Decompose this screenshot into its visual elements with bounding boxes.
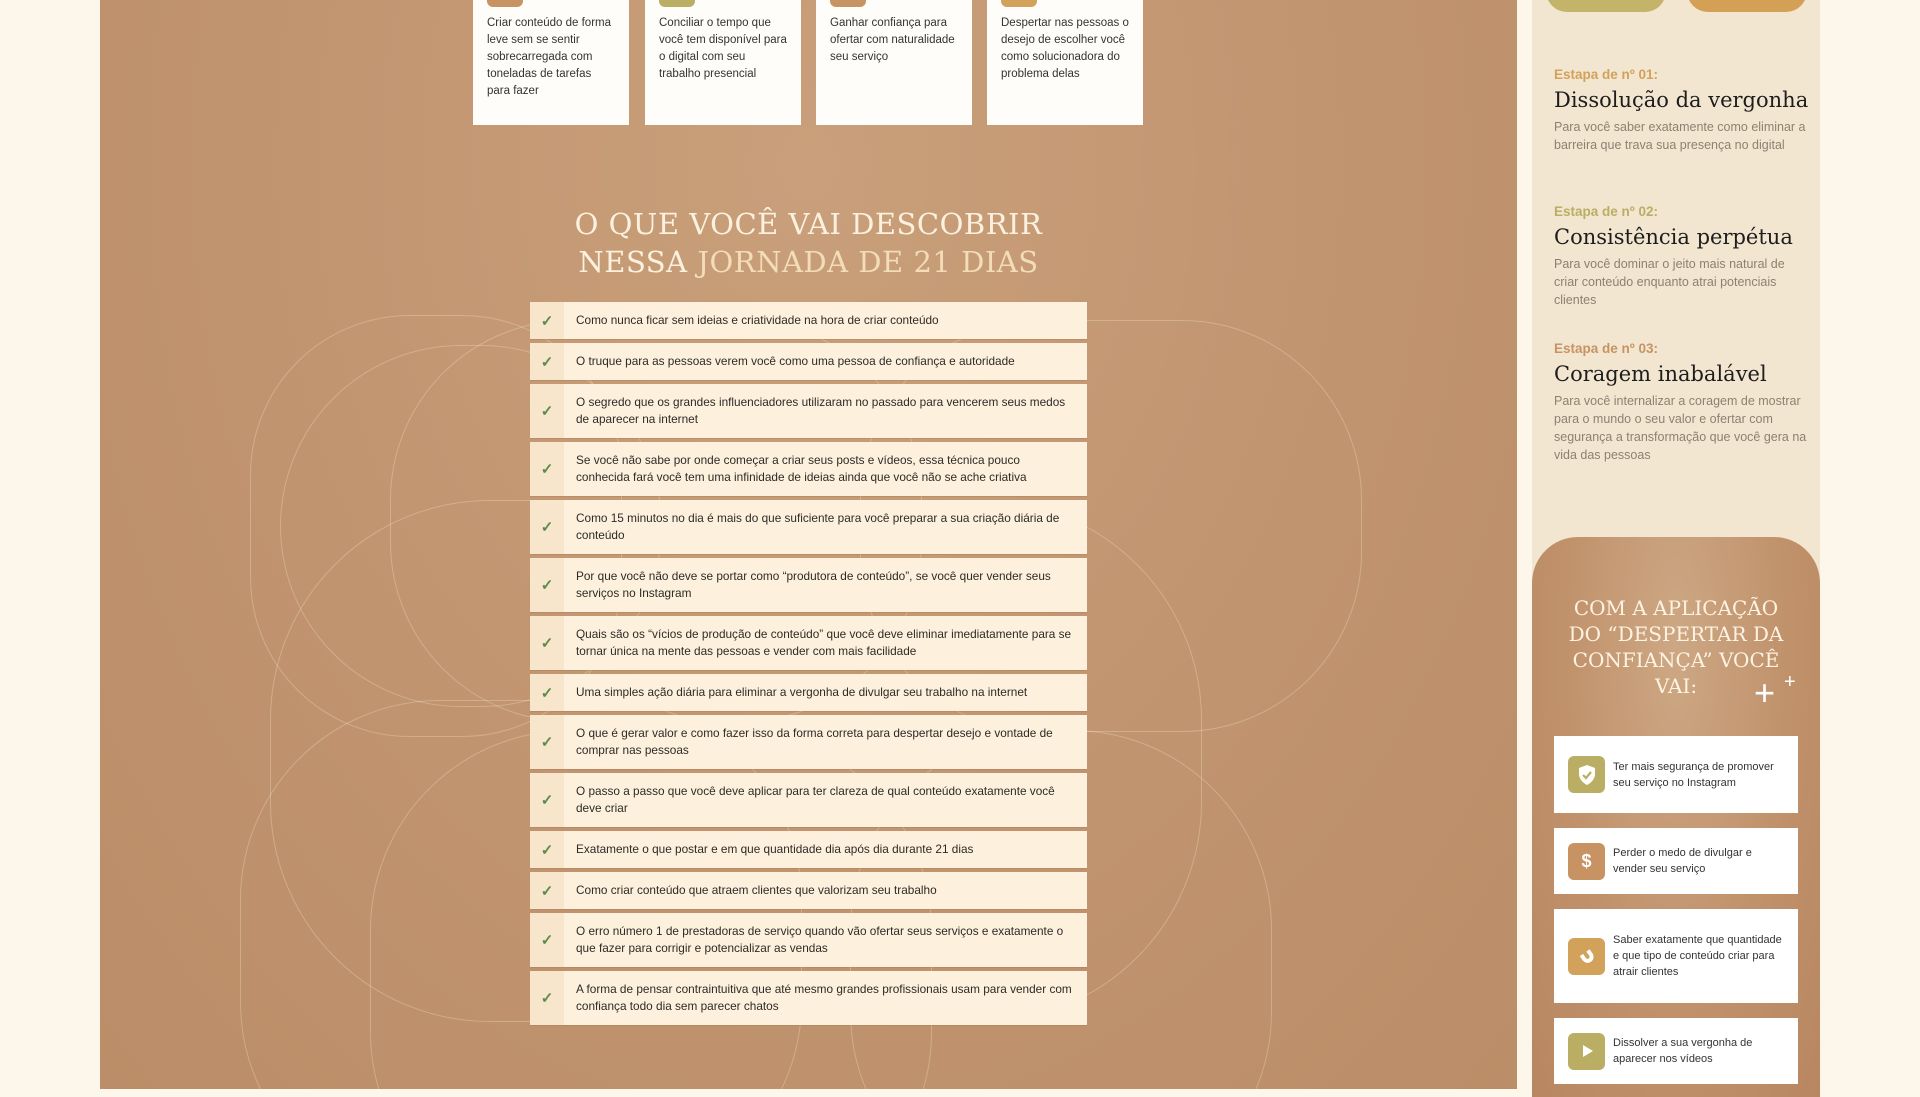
card-text: Criar conteúdo de forma leve sem se sentir sobrecarregada com toneladas de tarefas para fazer bbox=[487, 17, 612, 97]
list-item-text: Como 15 minutos no dia é mais do que suficiente para você preparar a sua criação diária de conteúdo bbox=[576, 511, 1060, 542]
check-icon: ✓ bbox=[530, 343, 564, 380]
list-item bbox=[530, 715, 1087, 769]
dollar-icon: $ bbox=[1568, 843, 1605, 880]
headline-line-1: O QUE VOCÊ VAI DESCOBRIR bbox=[574, 207, 1043, 241]
stage-2 bbox=[1554, 204, 1809, 309]
list-item-text: O erro número 1 de prestadoras de serviço quando vão ofertar seus serviços e exatamente o que fazer para corrigir e potencializar as vendas bbox=[576, 924, 1064, 955]
list-item bbox=[530, 913, 1087, 967]
sparkle-icon: + bbox=[1754, 672, 1776, 713]
feature-card-1 bbox=[473, 0, 629, 125]
benefit-card-1 bbox=[1554, 736, 1798, 813]
benefit-text: Dissolver a sua vergonha de aparecer nos vídeos bbox=[1613, 1037, 1753, 1065]
list-item bbox=[530, 442, 1087, 496]
olive-pill-button[interactable] bbox=[1546, 0, 1666, 12]
list-item bbox=[530, 616, 1087, 670]
list-item-text: O passo a passo que você deve aplicar para ter clareza de qual conteúdo exatamente você deve criar bbox=[576, 784, 1055, 815]
list-item-text: O truque para as pessoas verem você como uma pessoa de confiança e autoridade bbox=[576, 354, 1015, 368]
check-icon: ✓ bbox=[530, 384, 564, 438]
check-icon: ✓ bbox=[530, 558, 564, 612]
list-item bbox=[530, 558, 1087, 612]
sidebar-panel bbox=[1532, 0, 1820, 1089]
benefit-text: Perder o medo de divulgar e vender seu serviço bbox=[1613, 847, 1752, 875]
shield-check-icon bbox=[1568, 756, 1605, 793]
magnet-icon bbox=[1568, 938, 1605, 975]
check-icon: ✓ bbox=[530, 971, 564, 1025]
benefit-card-4 bbox=[1554, 1018, 1798, 1084]
check-icon: ✓ bbox=[530, 442, 564, 496]
list-item bbox=[530, 831, 1087, 868]
card-text: Despertar nas pessoas o desejo de escolher você como solucionadora do problema delas bbox=[1001, 17, 1129, 80]
check-icon: ✓ bbox=[530, 872, 564, 909]
list-item bbox=[530, 500, 1087, 554]
headline-line-2 bbox=[100, 243, 1517, 281]
list-item-text: Como criar conteúdo que atraem clientes que valorizam seu trabalho bbox=[576, 883, 937, 897]
stage-3 bbox=[1554, 341, 1809, 464]
stage-description: Para você saber exatamente como eliminar a barreira que trava sua presença no digital bbox=[1554, 120, 1806, 152]
headline-plain: NESSA bbox=[578, 245, 698, 279]
benefit-text: Saber exatamente que quantidade e que tipo de conteúdo criar para atrair clientes bbox=[1613, 934, 1782, 978]
section-headline bbox=[100, 205, 1517, 281]
list-item-text: Por que você não deve se portar como “produtora de conteúdo”, se você quer vender seus serviços no Instagram bbox=[576, 569, 1051, 600]
list-item-text: O segredo que os grandes influenciadores utilizaram no passado para vencerem seus medos de aparecer na internet bbox=[576, 395, 1066, 426]
list-item-text: A forma de pensar contraintuitiva que até mesmo grandes profissionais usam para vender com confiança todo dia sem parecer chatos bbox=[576, 982, 1072, 1013]
card-tab bbox=[659, 0, 695, 7]
list-item-text: Uma simples ação diária para eliminar a vergonha de divulgar seu trabalho na internet bbox=[576, 685, 1028, 699]
card-tab bbox=[830, 0, 866, 7]
check-icon: ✓ bbox=[530, 616, 564, 670]
benefits-title: COM A APLICAÇÃO DO “DESPERTAR DA CONFIANÇA” VOCÊ VAI: bbox=[1568, 596, 1784, 698]
application-benefits-panel bbox=[1532, 537, 1820, 1097]
feature-card-4 bbox=[987, 0, 1143, 125]
stage-label: Estapa de nº 01: bbox=[1554, 67, 1658, 82]
stage-label: Estapa de nº 02: bbox=[1554, 204, 1658, 219]
play-icon bbox=[1568, 1033, 1605, 1070]
benefit-card-2 bbox=[1554, 828, 1798, 894]
check-icon: ✓ bbox=[530, 674, 564, 711]
main-content-panel bbox=[100, 0, 1517, 1089]
discover-list bbox=[530, 302, 1087, 1029]
list-item bbox=[530, 384, 1087, 438]
check-icon: ✓ bbox=[530, 773, 564, 827]
list-item-text: Como nunca ficar sem ideias e criatividade na hora de criar conteúdo bbox=[576, 313, 939, 327]
sparkle-small-icon: + bbox=[1784, 671, 1796, 693]
stage-description: Para você dominar o jeito mais natural de criar conteúdo enquanto atrai potenciais clientes bbox=[1554, 257, 1785, 307]
check-icon: ✓ bbox=[530, 831, 564, 868]
check-icon: ✓ bbox=[530, 715, 564, 769]
list-item bbox=[530, 343, 1087, 380]
stage-label: Estapa de nº 03: bbox=[1554, 341, 1658, 356]
list-item-text: O que é gerar valor e como fazer isso da forma correta para despertar desejo e vontade de comprar nas pessoas bbox=[576, 726, 1053, 757]
list-item bbox=[530, 773, 1087, 827]
list-item bbox=[530, 971, 1087, 1025]
card-tab bbox=[487, 0, 523, 7]
card-tab bbox=[1001, 0, 1037, 7]
list-item bbox=[530, 674, 1087, 711]
stage-title: Dissolução da vergonha bbox=[1554, 88, 1809, 112]
check-icon: ✓ bbox=[530, 500, 564, 554]
card-text: Conciliar o tempo que você tem disponível para o digital com seu trabalho presencial bbox=[659, 17, 787, 80]
gold-pill-button[interactable] bbox=[1687, 0, 1807, 12]
list-item-text: Quais são os “vícios de produção de conteúdo” que você deve eliminar imediatamente para se tornar única na mente das pessoas e vender com mais facilidade bbox=[576, 627, 1072, 658]
stage-title: Consistência perpétua bbox=[1554, 225, 1793, 249]
list-item-text: Exatamente o que postar e em que quantidade dia após dia durante 21 dias bbox=[576, 842, 974, 856]
stage-description: Para você internalizar a coragem de mostrar para o mundo o seu valor e ofertar com segurança a transformação que você gera na vida das pessoas bbox=[1554, 394, 1807, 462]
check-icon: ✓ bbox=[530, 302, 564, 339]
feature-card-3 bbox=[816, 0, 972, 125]
card-text: Ganhar confiança para ofertar com naturalidade seu serviço bbox=[830, 17, 955, 63]
list-item bbox=[530, 872, 1087, 909]
stage-title: Coragem inabalável bbox=[1554, 362, 1767, 386]
list-item-text: Se você não sabe por onde começar a criar seus posts e vídeos, essa técnica pouco conhecida fará você tem uma infinidade de ideias ainda que você não se ache criativa bbox=[576, 453, 1027, 484]
benefit-card-3 bbox=[1554, 909, 1798, 1003]
benefit-text: Ter mais segurança de promover seu serviço no Instagram bbox=[1613, 760, 1774, 789]
stage-1 bbox=[1554, 67, 1809, 154]
list-item bbox=[530, 302, 1087, 339]
feature-card-2 bbox=[645, 0, 801, 125]
headline-accent: JORNADA DE 21 DIAS bbox=[697, 245, 1039, 279]
check-icon: ✓ bbox=[530, 913, 564, 967]
